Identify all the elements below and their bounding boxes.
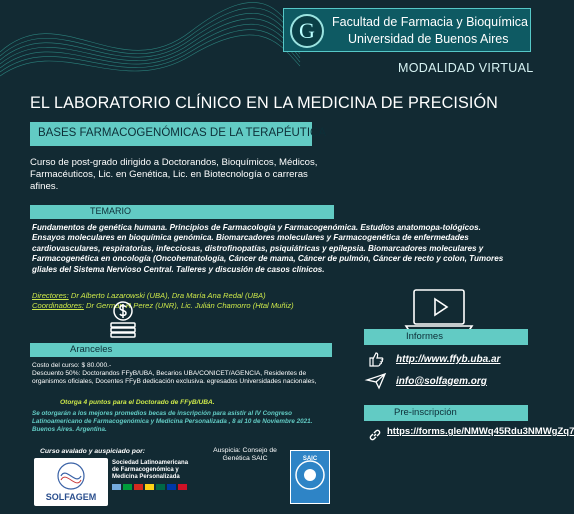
decorative-wave (0, 0, 300, 95)
subtitle-banner (30, 122, 326, 146)
aranceles-banner (30, 343, 332, 357)
faculty-name: Facultad de Farmacia y Bioquímica (332, 15, 528, 29)
directores-label: Directores: (32, 291, 69, 300)
solfagem-logo-graphic (34, 458, 108, 506)
temario-banner (30, 205, 334, 219)
email-link[interactable]: info@solfagem.org (396, 376, 487, 387)
preinscripcion-banner (364, 405, 528, 421)
website-link[interactable]: http://www.ffyb.uba.ar (396, 354, 501, 365)
solfagem-name: Sociedad Latinoamericana de Farmacogenómica y Medicina Personalizada (112, 460, 189, 480)
modalidad-label: MODALIDAD VIRTUAL (398, 61, 534, 75)
preinscripcion-link[interactable]: https://forms.gle/NMWq45Rdu3NMWgZq7 (387, 426, 574, 437)
saic-logo (290, 450, 330, 504)
faculty-logo: G (290, 14, 324, 48)
subtitle-text: BASES FARMACOGENÓMICAS DE LA TERAPÉUTICA (38, 127, 326, 139)
money-icon (108, 300, 138, 340)
university-name: Universidad de Buenos Aires (348, 32, 509, 46)
thumbs-up-icon (368, 351, 384, 367)
directores-block (32, 291, 294, 310)
coordinadores-label: Coordinadores: (32, 300, 84, 310)
preinscripcion-label: Pre-inscripción (394, 407, 457, 418)
informes-banner (364, 329, 528, 345)
coordinadores-value: Dr Germán R Perez (UNR), Lic. Julián Chamorro (Htal Muñiz) (83, 300, 294, 310)
saic-logo-text: SAIC (302, 456, 318, 462)
send-icon (366, 373, 386, 389)
saic-logo-graphic (291, 451, 329, 503)
temario-text: Fundamentos de genética humana. Principios de Farmacología y Farmacogenómica. Estudios anatomopa-tológicos. Ensayos moleculares en bioquímica genómica. Biomarcadores moleculares y Farmacogenética de enfermedades cardiovasculares, respiratorias, infecciosas, distrofinopatías, psiquiátricas y epilepsia. Biomarcadores moleculares y Farmacogenética en oncología (Oncohematología, Cáncer de mama, Cáncer de pulmón, Cáncer de recto y colon, Tumores gliales del Sistema Nervioso Central. Talleres y discusión de casos clínicos. (32, 223, 504, 274)
faculty-header (283, 8, 531, 52)
aranceles-label: Aranceles (70, 344, 113, 355)
temario-label: TEMARIO (90, 206, 132, 216)
solfagem-logo-text: SOLFAGEM (45, 492, 97, 502)
course-intro: Curso de post-grado dirigido a Doctorandos, Bioquímicos, Médicos, Farmacéuticos, Lic. en Genética, Lic. en Biotecnología o carreras afines. (30, 157, 318, 192)
directores-value: Dr Alberto Lazarowski (UBA), Dra María Ana Redal (UBA) (68, 291, 266, 300)
descuento-text: Descuento 50%: Doctorandos FFyB/UBA, Becarios UBA/CONICET/AGENCIA, Residentes de organismos oficiales, Docentes FFyB dedicación exclusiva. egresados Universidades nacionales, (32, 370, 317, 385)
solfagem-logo (34, 458, 108, 506)
link-icon (368, 428, 382, 442)
becas-text: Se otorgarán a los mejores promedios becas de inscripción para asistir al IV Congreso Latinoamericano de Farmacogenómica y Medicina Personalizada , 8 al 10 de Noviembre 2021. Buenos Aires. Argentina. (32, 410, 313, 433)
costo-text: Costo del curso: $ 80.000.- (32, 362, 112, 369)
otorga-text: Otorga 4 puntos para el Doctorado de FFyB/UBA. (60, 399, 215, 406)
informes-label: Informes (406, 331, 443, 342)
avalado-text: Curso avalado y auspiciado por: (40, 448, 145, 455)
auspicia-text: Auspicia: Consejo de Genética SAIC (213, 447, 277, 462)
laptop-play-icon (404, 288, 474, 334)
page-title: EL LABORATORIO CLÍNICO EN LA MEDICINA DE PRECISIÓN (30, 94, 498, 112)
flags-strip (112, 483, 192, 491)
